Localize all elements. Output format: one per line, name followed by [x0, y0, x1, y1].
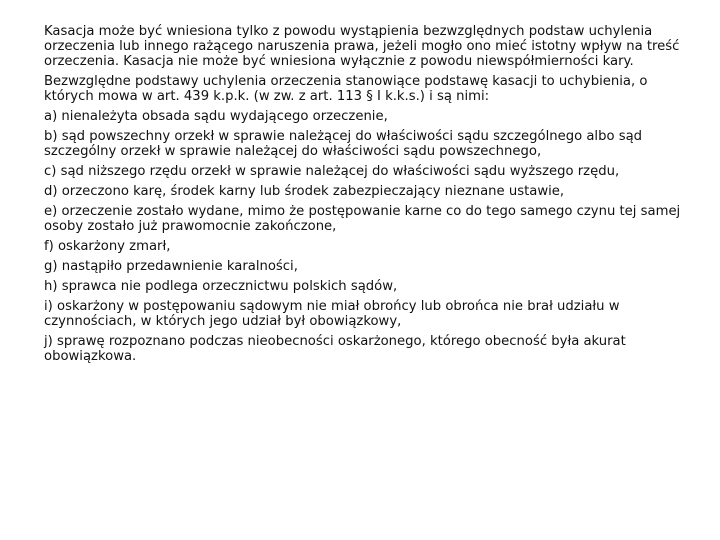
list-item-g: g) nastąpiło przedawnienie karalności, — [44, 259, 298, 274]
list-item-d: d) orzeczono karę, środek karny lub środek zabezpieczający nieznane ustawie, — [44, 184, 565, 199]
list-item-f: f) oskarżony zmarł, — [44, 239, 171, 254]
paragraph-bezwzgledne-podstawy: Bezwzględne podstawy uchylenia orzeczenia stanowiące podstawę kasacji to uchybienia, o których mowa w art. 439 k.p.k. (w zw. z art. 113 § I k.k.s.) i są nimi: — [44, 74, 648, 104]
list-item-i: i) oskarżony w postępowaniu sądowym nie miał obrońcy lub obrońca nie brał udziału w czynnościach, w których jego udział był obowiązkowy, — [44, 299, 620, 329]
paragraph-kasacja-intro: Kasacja może być wniesiona tylko z powodu wystąpienia bezwzględnych podstaw uchylenia orzeczenia lub innego rażącego naruszenia prawa, jeżeli mogło ono mieć istotny wpływ na treść orzeczenia. Kasacja nie może być wniesiona wyłącznie z powodu niewspółmierności kary. — [44, 24, 680, 69]
list-item-h: h) sprawca nie podlega orzecznictwu polskich sądów, — [44, 279, 398, 294]
list-item-j: j) sprawę rozpoznano podczas nieobecności oskarżonego, którego obecność była akurat obowiązkowa. — [44, 334, 626, 364]
list-item-e: e) orzeczenie zostało wydane, mimo że postępowanie karne co do tego samego czynu tej samej osoby zostało już prawomocnie zakończone, — [44, 204, 681, 234]
body-text — [44, 24, 684, 369]
list-item-a: a) nienależyta obsada sądu wydającego orzeczenie, — [44, 109, 388, 124]
list-item-c: c) sąd niższego rzędu orzekł w sprawie należącej do właściwości sądu wyższego rzędu, — [44, 164, 620, 179]
list-item-b: b) sąd powszechny orzekł w sprawie należącej do właściwości sądu szczególnego albo sąd szczególny orzekł w sprawie należącej do właściwości sądu powszechnego, — [44, 129, 643, 159]
